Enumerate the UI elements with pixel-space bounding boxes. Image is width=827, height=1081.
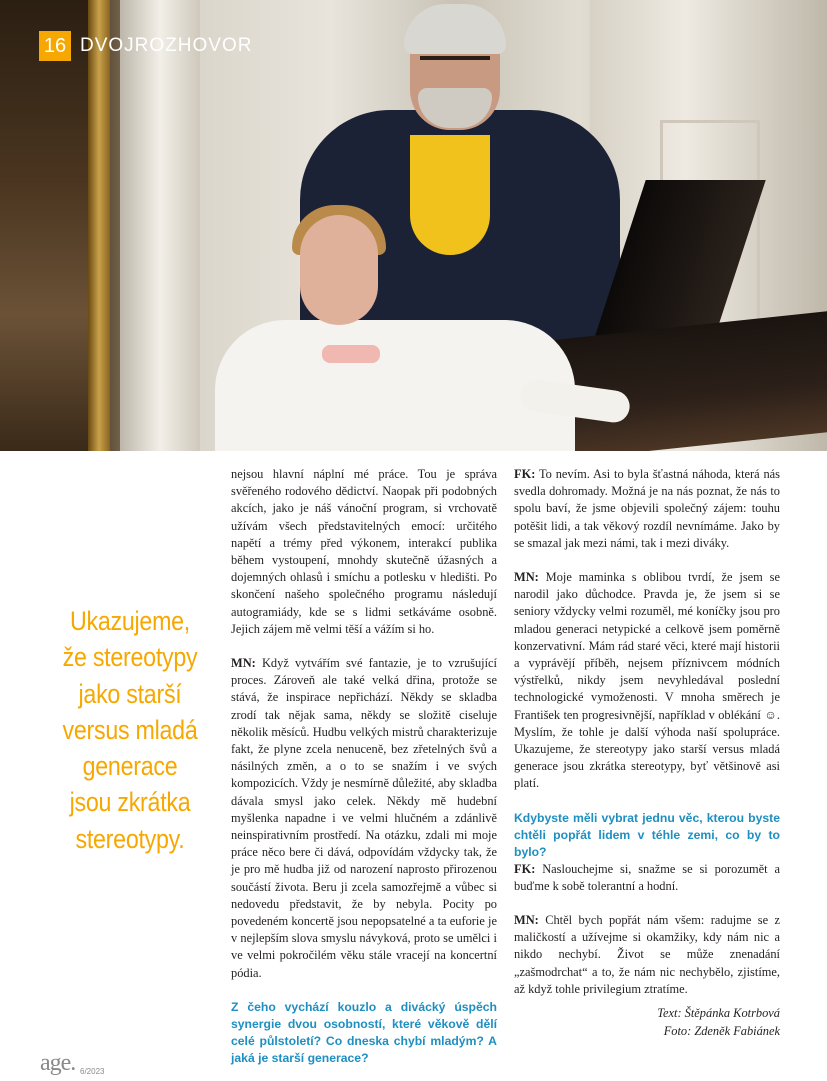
hero-photo <box>0 0 827 451</box>
speaker-label: FK: <box>514 467 536 481</box>
answer-text: Chtěl bych popřát nám všem: radujme se z maličkostí a užívejme si okamžiky, kdy nám nic a nikdo nechybí. Život se může znenadání „zašmodrchat“ a to, že nám nic nechybělo, zjistíme, až když tohle privilegium ztratíme. <box>514 913 780 996</box>
photo-gilded-frame <box>88 0 110 451</box>
paragraph <box>231 655 497 982</box>
speaker-label: FK: <box>514 861 536 876</box>
photo-bow-tie <box>322 345 380 363</box>
section-header <box>39 31 252 61</box>
section-title: DVOJROZHOVOR <box>80 35 253 56</box>
answer-text: Naslouchejme si, snažme se si porozumět a buďme k sobě tolerantní a hodní. <box>514 861 780 893</box>
photo-yellow-vest <box>410 135 490 255</box>
interview-question: Kdybyste měli vybrat jednu věc, kterou byste chtěli popřát lidem v téhle zemi, co by to bylo? <box>514 810 780 859</box>
text-credit: Text: Štěpánka Kotrbová <box>657 1006 780 1020</box>
answer-text: Když vytvářím své fantazie, je to vzrušující proces. Zároveň ale také velká dřina, protože se stává, že inspirace nepřichází. Někdy se skladba zrodí tak nějak sama, někdy se složitě ciseluje několik měsíců. Hudbu velkých mistrů charakterizuje fakt, že plyne zcela nenuceně, bez zřetelných švů a násilných změn, a o to se snažím i ve svých kompozicích. Vždy je nesmírně důležité, aby skladba dávala smysl jako celek. Někdy mě hudební myšlenka napadne i ve velmi hlučném a zdánlivě neinspirativním prostředí. Na otázku, zdali mi moje práce něco bere či dává, odpovídám vždycky tak, že je pro mě hudba již od narození naprosto přirozenou součástí života. Beru ji zcela samozřejmě a vůbec si nedovedu představit, že by nebyla. Pocity po povedeném koncertě jsou nepopsatelné a ta euforie je v nejlepším slova smyslu návyková, proto se umělci i ve velmi pokročilém věku stále vracejí na koncertní pódia. <box>231 656 497 980</box>
photo-younger-man-head <box>300 215 378 325</box>
text-column-2 <box>514 466 780 998</box>
paragraph <box>514 466 780 552</box>
pull-quote-line: generace <box>82 751 178 782</box>
paragraph: nejsou hlavní náplní mé práce. Tou je správa svěřeného rodového dědictví. Naopak při podobných akcích, jako je náš vánoční program, si vrchovatě užívám všech představitelných emocí: určitého napětí a trémy před výkonem, interakcí publika během vystoupení, mnohdy skutečně úžasných a dojemných ohlasů i smíchu a potlesku v hledišti. Po skončení našeho společného programu následují autogramiády, kde se s lidmi setkáváme osobně. Jejich zájem mě velmi těší a vážím si ho. <box>231 467 497 636</box>
speaker-label: MN: <box>231 656 256 671</box>
photo-credit: Foto: Zdeněk Fabiánek <box>663 1024 780 1038</box>
answer-text: Moje maminka s oblibou tvrdí, že jsem se narodil jako důchodce. Pravda je, že jsem si se seniory vždycky velmi rozuměl, mé koníčky jsou pro mladou generaci netypické a celkově jsem poměrně konzervativní. Mám rád staré věci, které mají historii a vyprávějí příběh, nejsem příznivcem módních výstřelků, nikdy jsem nevyhledával poslední technologické vymoženosti. V mnoha směrech je František ten progresivnější, například v oblékání <box>514 570 780 722</box>
photo-column <box>120 0 200 451</box>
paragraph <box>514 569 780 793</box>
pull-quote-line: Ukazujeme, <box>69 606 191 636</box>
photo-glasses <box>420 56 490 80</box>
text-column-1 <box>231 466 497 1067</box>
speaker-label: MN: <box>514 570 539 585</box>
pull-quote <box>53 603 208 857</box>
pull-quote-line: versus mladá <box>62 714 198 745</box>
pull-quote-line: jako starší <box>78 678 182 709</box>
credits <box>514 1004 780 1040</box>
pull-quote-line: stereotypy. <box>75 823 185 854</box>
paragraph <box>514 861 780 895</box>
pull-quote-line: jsou zkrátka <box>69 787 191 818</box>
pull-quote-line: že stereotypy <box>62 642 198 673</box>
interview-question: Z čeho vychází kouzlo a divácký úspěch synergie dvou osobností, které věkově dělí celé půlstoletí? Co dneska chybí mladým? A jaká je starší generace? <box>231 999 497 1065</box>
photo-background-room <box>0 0 95 451</box>
speaker-label: MN: <box>514 913 539 928</box>
page-number: 16 <box>39 31 71 61</box>
answer-text: . Myslím, že tohle je další výhoda naší spolupráce. Ukazujeme, že stereotypy jako starší versus mladá generace jsou zkrátka stereotypy, byť většinově asi platí. <box>514 707 780 791</box>
paragraph <box>514 912 780 998</box>
photo-younger-man <box>215 320 575 451</box>
magazine-logo: age. <box>40 1050 76 1076</box>
answer-text: To nevím. Asi to byla šťastná náhoda, která nás svedla dohromady. Možná je na nás poznat, že nás to spolu baví, že jsme objevili společný zájem: touhu potěšit lidi, a tak věkový rozdíl nevnímáme. Jako by se smazal jak mezi námi, tak i mezi diváky. <box>514 467 781 550</box>
smiley-icon: ☺ <box>764 707 777 722</box>
issue-number: 6/2023 <box>80 1067 105 1076</box>
photo-older-man-hair <box>404 4 506 54</box>
